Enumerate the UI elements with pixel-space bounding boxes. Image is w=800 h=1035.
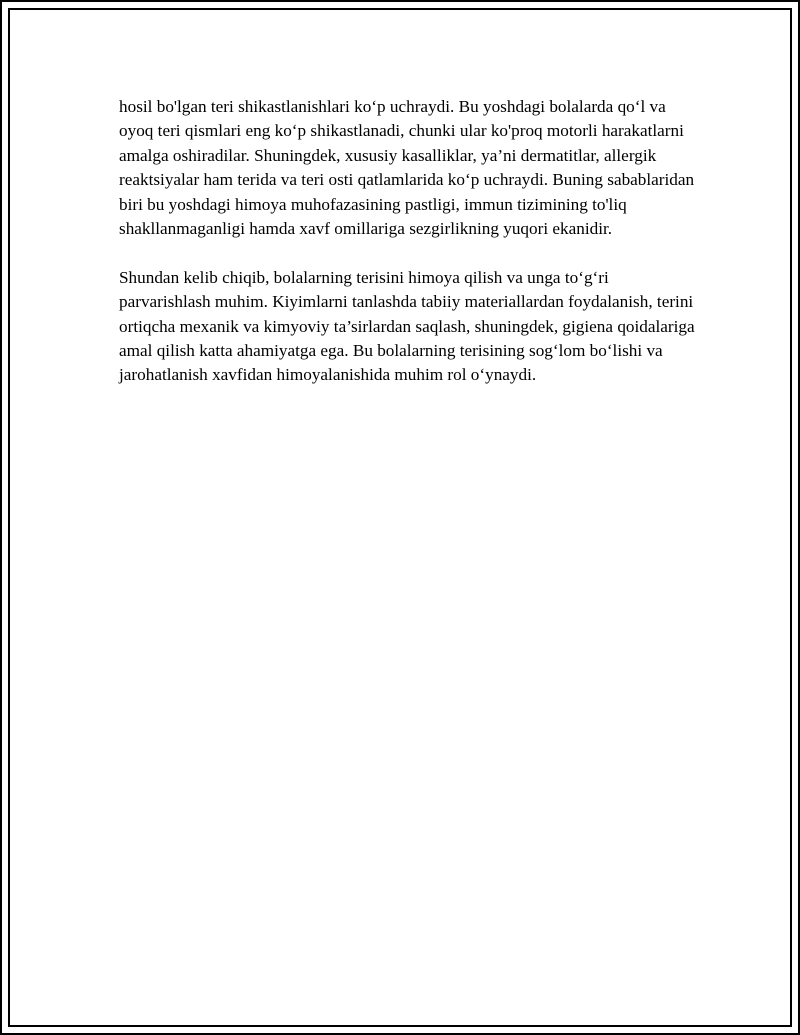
- paragraph-skin-protection: Shundan kelib chiqib, bolalarning terisini himoya qilish va unga to‘g‘ri parvarishlash muhim. Kiyimlarni tanlashda tabiiy materiallardan foydalanish, terini ortiqcha mexanik va kimyoviy ta’sirlardan saqlash, shuningdek, gigiena qoidalariga amal qilish katta ahamiyatga ega. Bu bolalarning terisining sog‘lom bo‘lishi va jarohatlanish xavfidan himoyalanishida muhim rol o‘ynaydi.: [119, 267, 695, 385]
- document-body: [119, 95, 704, 388]
- paragraph-skin-injuries: hosil bo'lgan teri shikastlanishlari ko‘p uchraydi. Bu yoshdagi bolalarda qo‘l va oyoq teri qismlari eng ko‘p shikastlanadi, chunki ular ko'proq motorli harakatlarni amalga oshiradilar. Shuningdek, xususiy kasalliklar, ya’ni dermatitlar, allergik reaktsiyalar ham terida va teri osti qatlamlarida ko‘p uchraydi. Buning sabablaridan biri bu yoshdagi himoya muhofazasining pastligi, immun tizimining to'liq shakllanmaganligi hamda xavf omillariga sezgirlikning yuqori ekanidir.: [119, 97, 695, 239]
